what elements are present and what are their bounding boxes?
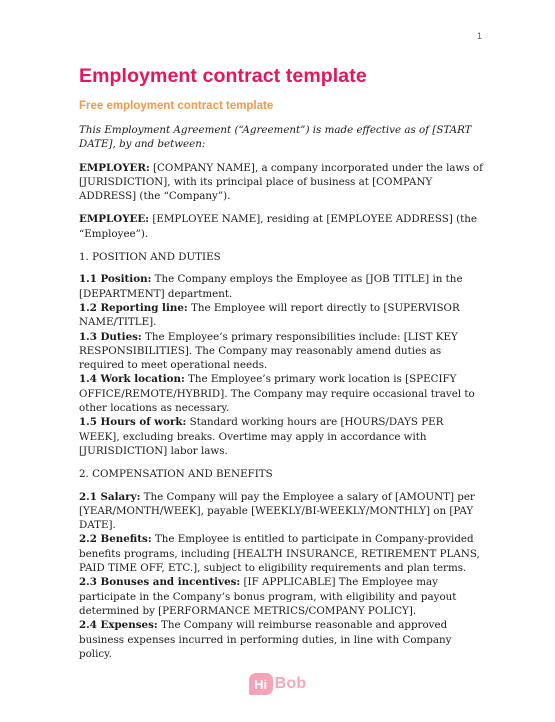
clause-item [79, 372, 484, 415]
document-subtitle: Free employment contract template [79, 100, 274, 112]
clause-text: The Employee’s primary work location is [SPECIFY OFFICE/REMOTE/HYBRID]. The Company may require occasional travel to other locations as necessary. [79, 373, 475, 415]
hibob-logo-mark: Hi [249, 673, 273, 695]
employer-label: EMPLOYER: [79, 161, 150, 174]
document-body [79, 64, 484, 661]
employee-text: [EMPLOYEE NAME], residing at [EMPLOYEE ADDRESS] (the “Employee”). [79, 213, 478, 240]
clause-item [79, 272, 484, 301]
hibob-logo-text: Bob [274, 675, 307, 692]
clause-label: 1.5 Hours of work: [79, 416, 187, 429]
employee-label: EMPLOYEE: [79, 213, 150, 226]
clause-text: The Employee is entitled to participate in Company-provided benefits programs, including [HEALTH INSURANCE, RETIREMENT PLANS, PAID TIME OFF, ETC.], subject to eligibility requirements and plan terms. [79, 533, 480, 575]
section-heading: 2. COMPENSATION AND BENEFITS [79, 468, 273, 481]
clause-item [79, 415, 484, 458]
intro-paragraph: This Employment Agreement (“Agreement”) is made effective as of [START DATE], by and between: [79, 124, 472, 151]
section-items [79, 490, 484, 662]
clause-text: [IF APPLICABLE] The Employee may participate in the Company’s bonus program, with eligibility and payout determined by [PERFORMANCE METRICS/COMPANY POLICY]. [79, 576, 457, 617]
clause-item [79, 301, 484, 330]
clause-text: The Employee’s primary responsibilities include: [LIST KEY RESPONSIBILITIES]. The Company may reasonably amend duties as required to meet operational needs. [79, 330, 458, 372]
document-title: Employment contract template [79, 65, 367, 87]
clause-label: 1.4 Work location: [79, 373, 185, 386]
clause-item [79, 618, 484, 661]
page-number: 1 [476, 31, 482, 41]
clause-label: 1.2 Reporting line: [79, 301, 188, 314]
section-items [79, 272, 484, 458]
clause-item [79, 330, 484, 373]
employer-text: [COMPANY NAME], a company incorporated under the laws of [JURISDICTION], with its principal place of business at [COMPANY ADDRESS] (the “Company”). [79, 161, 483, 203]
clause-label: 2.4 Expenses: [79, 619, 158, 632]
clause-label: 2.2 Benefits: [79, 533, 152, 546]
clause-text: Standard working hours are [HOURS/DAYS PER WEEK], excluding breaks. Overtime may apply in accordance with [JURISDICTION] labor laws. [79, 416, 444, 457]
clause-text: The Company will reimburse reasonable and approved business expenses incurred in performing duties, in line with Company policy. [79, 619, 452, 660]
employee-paragraph [79, 212, 484, 241]
clause-label: 2.3 Bonuses and incentives: [79, 576, 241, 589]
clause-item [79, 532, 484, 575]
clause-label: 1.3 Duties: [79, 330, 142, 343]
employer-paragraph [79, 161, 484, 204]
footer-logo [0, 673, 555, 695]
clause-item [79, 575, 484, 618]
clause-text: The Company will pay the Employee a salary of [AMOUNT] per [YEAR/MONTH/WEEK], payable [WEEKLY/BI-WEEKLY/MONTHLY] on [PAY DATE]. [79, 490, 475, 532]
clause-item [79, 490, 484, 533]
clause-text: The Employee will report directly to [SUPERVISOR NAME/TITLE]. [79, 301, 460, 329]
clause-text: The Company employs the Employee as [JOB TITLE] in the [DEPARTMENT] department. [79, 273, 463, 300]
clause-label: 2.1 Salary: [79, 490, 141, 503]
section-heading: 1. POSITION AND DUTIES [79, 251, 221, 264]
clause-label: 1.1 Position: [79, 273, 152, 286]
